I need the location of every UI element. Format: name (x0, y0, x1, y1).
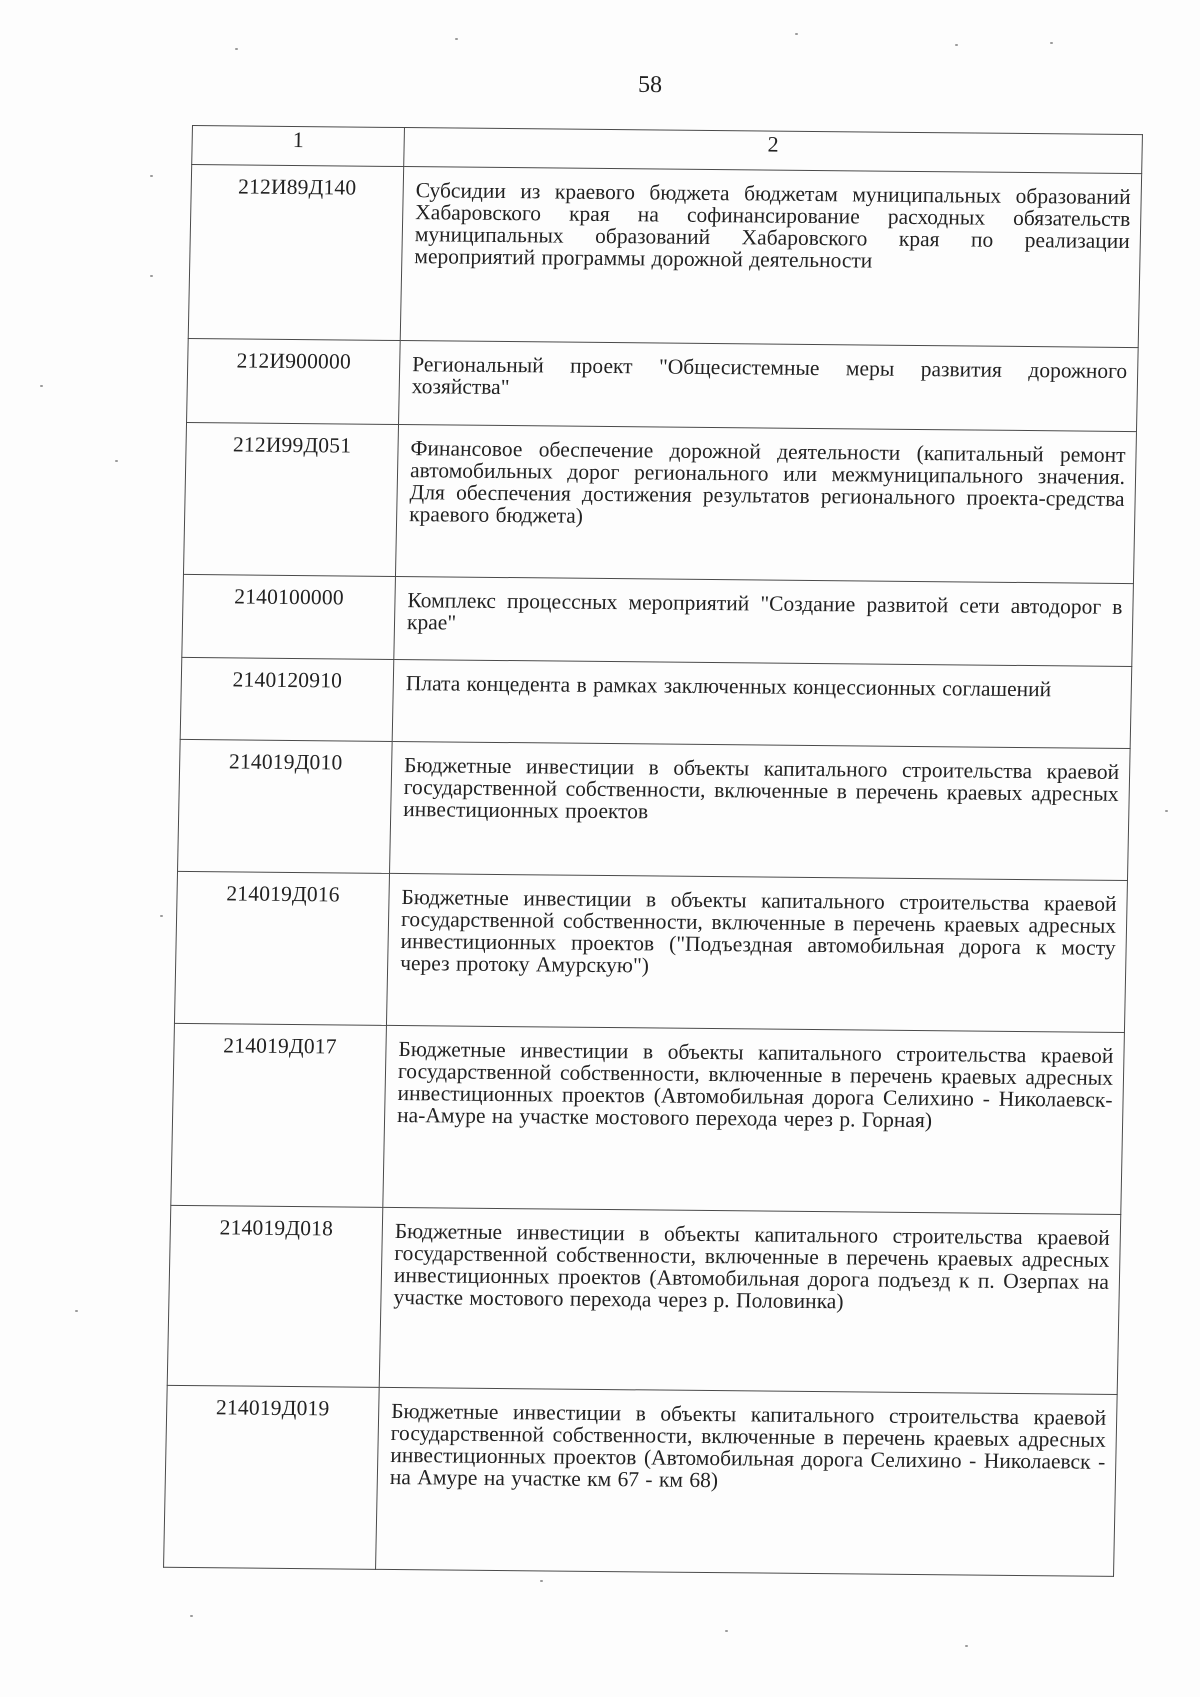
table-row (188, 164, 1141, 347)
column-header-description: 2 (404, 128, 1143, 174)
row-code: 214019Д019 (164, 1385, 380, 1569)
scan-speck (40, 385, 43, 387)
table-row (180, 657, 1132, 748)
table-row (167, 1205, 1121, 1394)
scan-speck (75, 1310, 78, 1312)
table-row (164, 1385, 1118, 1576)
scan-speck (540, 1580, 543, 1582)
scan-speck (1050, 42, 1053, 44)
column-header-code: 1 (192, 126, 405, 167)
scan-speck (190, 1615, 193, 1617)
row-code: 212И89Д140 (188, 164, 403, 340)
scan-speck (1165, 810, 1168, 812)
row-description: Субсидии из краевого бюджета бюджетам муниципальных образований Хабаровского края на софинансирование расходных обязательств муниципальных образований Хабаровского края по реализации мероприятий программы дорожной деятельности (400, 167, 1141, 348)
scan-speck (115, 460, 118, 462)
row-description: Плата концедента в рамках заключенных концессионных соглашений (392, 659, 1132, 748)
row-code: 212И900000 (187, 338, 401, 424)
row-description: Региональный проект "Общесистемные меры развития дорожного хозяйства" (399, 341, 1139, 432)
budget-classification-table (163, 125, 1142, 1577)
row-description: Финансовое обеспечение дорожной деятельности (капитальный ремонт автомобильных дорог регионального или межмуниципального значения. Для обеспечения достижения результатов регионального проекта-средства краевого бюджета) (395, 424, 1136, 583)
row-description: Бюджетные инвестиции в объекты капитального строительства краевой государственной собственности, включенные в перечень краевых адресных инвестиционных проектов (390, 741, 1131, 880)
scan-speck (455, 38, 458, 40)
table-row (182, 574, 1134, 666)
row-description: Бюджетные инвестиции в объекты капитального строительства краевой государственной собственности, включенные в перечень краевых адресных инвестиционных проектов (Автомобильная дорога Селихино - Николаевск - на Амуре на участке км 67 - км 68) (376, 1387, 1118, 1576)
scan-speck (160, 915, 163, 917)
scan-speck (150, 275, 153, 277)
table-row (183, 422, 1136, 583)
row-description: Бюджетные инвестиции в объекты капитального строительства краевой государственной собственности, включенные в перечень краевых адресных инвестиционных проектов ("Подъездная автомобильная дорога к мосту через протоку Амурскую") (386, 873, 1127, 1032)
scan-speck (955, 44, 958, 46)
scan-speck (795, 33, 798, 35)
row-code: 2140120910 (180, 657, 394, 741)
table-row (174, 871, 1127, 1032)
row-description: Бюджетные инвестиции в объекты капитального строительства краевой государственной собственности, включенные в перечень краевых адресных инвестиционных проектов (Автомобильная дорога подъезд к п. Озерпах на участке мостового перехода через р. Половинка) (379, 1207, 1121, 1394)
page-number: 58 (637, 71, 663, 99)
row-code: 214019Д010 (178, 739, 393, 873)
table-row (187, 338, 1139, 431)
row-code: 214019Д018 (167, 1205, 383, 1387)
row-code: 214019Д017 (171, 1023, 387, 1207)
row-code: 2140100000 (182, 574, 396, 659)
scan-speck (965, 1645, 968, 1647)
row-description: Комплекс процессных мероприятий "Создание развитой сети автодорог в крае" (394, 576, 1134, 666)
row-code: 212И99Д051 (183, 422, 398, 576)
row-description: Бюджетные инвестиции в объекты капитального строительства краевой государственной собственности, включенные в перечень краевых адресных инвестиционных проектов (Автомобильная дорога Селихино - Николаевск-на-Амуре на участке мостового перехода через р. Горная) (383, 1025, 1125, 1214)
scan-speck (725, 1630, 728, 1632)
scan-speck (150, 175, 153, 177)
row-code: 214019Д016 (174, 871, 389, 1025)
table-row (178, 739, 1131, 880)
scan-speck (235, 48, 238, 50)
table-row (171, 1023, 1125, 1214)
